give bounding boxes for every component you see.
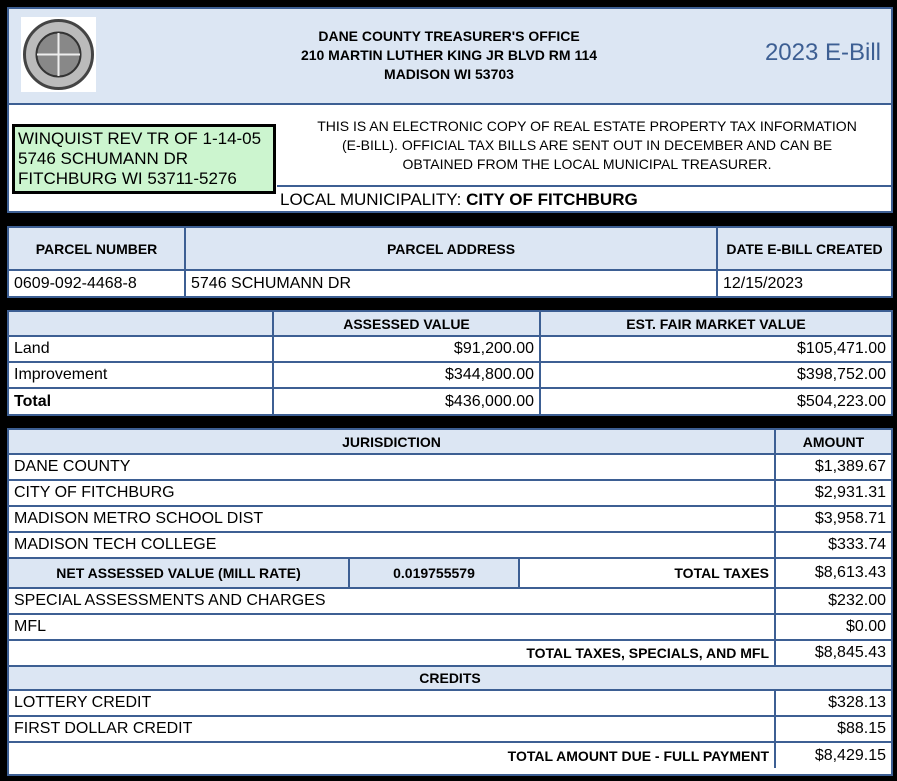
- row-label: Total: [9, 388, 273, 414]
- county-seal-logo: [21, 17, 96, 92]
- taxes-table: [7, 428, 893, 776]
- total-specials: $8,845.43: [775, 640, 891, 666]
- first-dollar-credit-label: FIRST DOLLAR CREDIT: [9, 716, 775, 742]
- jurisdiction-amount: $2,931.31: [775, 480, 891, 506]
- first-dollar-credit: $88.15: [775, 716, 891, 742]
- mfl-amount: $0.00: [775, 614, 891, 640]
- credits-header: CREDITS: [9, 666, 891, 690]
- table-row: [9, 532, 891, 558]
- lottery-credit: $328.13: [775, 690, 891, 716]
- assessed-value: $344,800.00: [273, 362, 540, 388]
- header-market: EST. FAIR MARKET VALUE: [540, 312, 891, 336]
- market-value: $398,752.00: [540, 362, 891, 388]
- special-assessments-label: SPECIAL ASSESSMENTS AND CHARGES: [9, 588, 775, 614]
- office-address: [209, 27, 689, 84]
- total-taxes: $8,613.43: [775, 558, 891, 588]
- jurisdiction-amount: $1,389.67: [775, 454, 891, 480]
- municipality-label: LOCAL MUNICIPALITY:: [280, 190, 462, 209]
- date-created: 12/15/2023: [717, 270, 891, 296]
- office-name: DANE COUNTY TREASURER'S OFFICE: [318, 28, 580, 44]
- municipality-value: CITY OF FITCHBURG: [466, 190, 638, 209]
- parcel-table: [7, 226, 893, 298]
- table-row: [9, 480, 891, 506]
- e-bill-notice: [284, 117, 890, 174]
- lottery-credit-label: LOTTERY CREDIT: [9, 690, 775, 716]
- owner-name: WINQUIST REV TR OF 1-14-05: [18, 129, 262, 148]
- table-row: [9, 362, 891, 388]
- owner-street: 5746 SCHUMANN DR: [18, 149, 189, 168]
- header-blank: [9, 312, 273, 336]
- parcel-number: 0609-092-4468-8: [9, 270, 185, 296]
- table-row: [9, 506, 891, 532]
- jurisdiction-name: CITY OF FITCHBURG: [9, 480, 775, 506]
- jurisdiction-name: MADISON METRO SCHOOL DIST: [9, 506, 775, 532]
- header-assessed: ASSESSED VALUE: [273, 312, 540, 336]
- jurisdiction-name: DANE COUNTY: [9, 454, 775, 480]
- office-street: 210 MARTIN LUTHER KING JR BLVD RM 114: [300, 47, 598, 63]
- bill-header-panel: [7, 7, 893, 213]
- net-assessed-label: NET ASSESSED VALUE (MILL RATE): [9, 558, 349, 588]
- table-row: [9, 454, 891, 480]
- market-value: $105,471.00: [540, 336, 891, 362]
- mfl-label: MFL: [9, 614, 775, 640]
- values-table: [7, 310, 893, 416]
- header-parcel-address: PARCEL ADDRESS: [185, 228, 717, 270]
- row-label: Land: [9, 336, 273, 362]
- notice-line: THIS IS AN ELECTRONIC COPY OF REAL ESTATE PROPERTY TAX INFORMATION: [317, 118, 857, 134]
- total-due-label: TOTAL AMOUNT DUE - FULL PAYMENT: [9, 742, 775, 768]
- divider: [277, 185, 891, 187]
- row-label: Improvement: [9, 362, 273, 388]
- total-due: $8,429.15: [775, 742, 891, 768]
- notice-line: OBTAINED FROM THE LOCAL MUNICIPAL TREASURER.: [402, 156, 772, 172]
- total-specials-label: TOTAL TAXES, SPECIALS, AND MFL: [9, 640, 775, 666]
- table-row: [9, 388, 891, 414]
- bill-title: 2023 E-Bill: [764, 39, 881, 66]
- assessed-value: $91,200.00: [273, 336, 540, 362]
- jurisdiction-name: MADISON TECH COLLEGE: [9, 532, 775, 558]
- office-city: MADISON WI 53703: [384, 66, 514, 82]
- header-parcel-number: PARCEL NUMBER: [9, 228, 185, 270]
- total-taxes-label: TOTAL TAXES: [519, 558, 775, 588]
- parcel-address: 5746 SCHUMANN DR: [185, 270, 717, 296]
- owner-city: FITCHBURG WI 53711-5276: [18, 169, 237, 188]
- notice-line: (E-BILL). OFFICIAL TAX BILLS ARE SENT OUT IN DECEMBER AND CAN BE: [341, 137, 833, 153]
- mill-rate: 0.019755579: [349, 558, 519, 588]
- jurisdiction-amount: $3,958.71: [775, 506, 891, 532]
- market-value: $504,223.00: [540, 388, 891, 414]
- table-row: [9, 336, 891, 362]
- jurisdiction-amount: $333.74: [775, 532, 891, 558]
- owner-address-box: [12, 124, 276, 194]
- office-header: [9, 9, 891, 105]
- header-jurisdiction: JURISDICTION: [9, 430, 775, 454]
- local-municipality: [280, 190, 638, 210]
- header-date-created: DATE E-BILL CREATED: [717, 228, 891, 270]
- special-assessments: $232.00: [775, 588, 891, 614]
- header-amount: AMOUNT: [775, 430, 891, 454]
- assessed-value: $436,000.00: [273, 388, 540, 414]
